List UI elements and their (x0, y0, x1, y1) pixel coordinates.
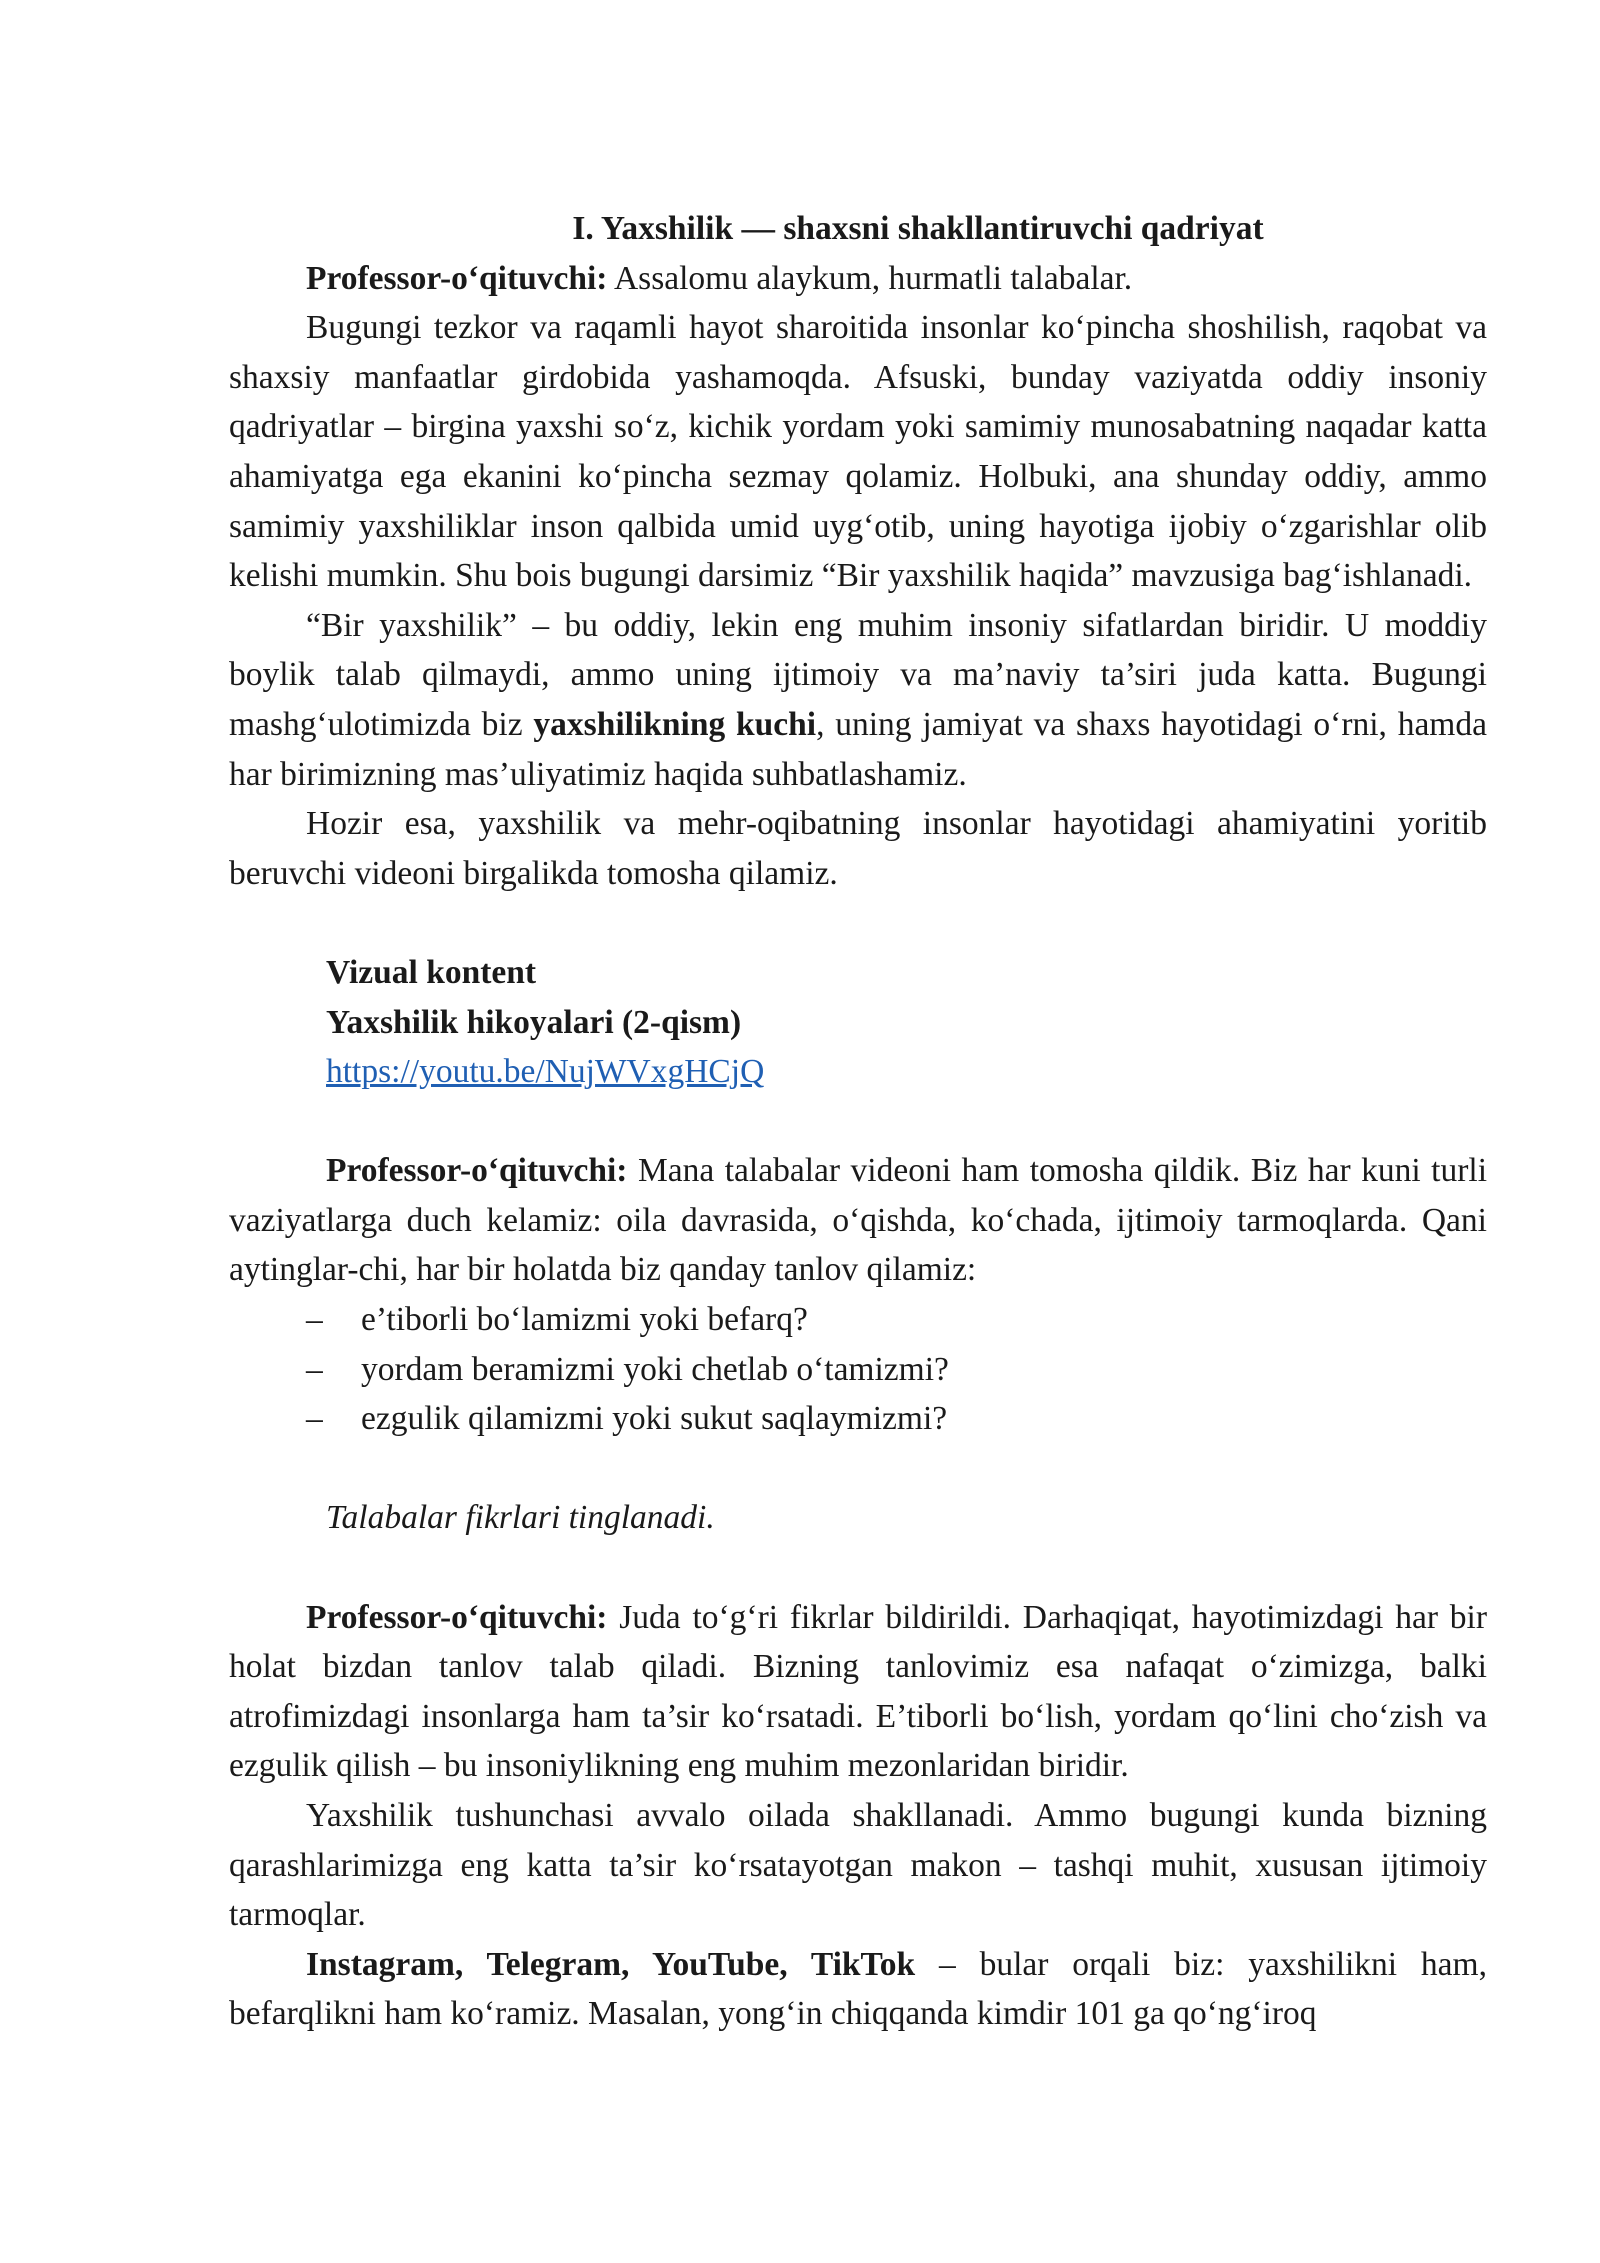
paragraph-one-kindness (229, 601, 1487, 799)
list-item (229, 1345, 1487, 1395)
video-title-text: Yaxshilik hikoyalari (2-qism) (326, 1003, 742, 1041)
paragraph-text: Mana talabalar videoni ham tomosha qildik. Biz har kuni turli vaziyatlarga duch kelamiz: oila davrasida, o‘qishda, ko‘chada, ijtimoiy tarmoqlarda. Qani aytinglar-chi, har bir holatda biz qanday tanlov qilamiz: (229, 1152, 1487, 1289)
video-link[interactable]: https://youtu.be/NujWVxgHCjQ (326, 1053, 765, 1091)
speaker-label: Professor-o‘qituvchi: (326, 1152, 628, 1190)
spacer (229, 1444, 1487, 1494)
spacer (229, 1543, 1487, 1593)
paragraph-platforms (229, 1940, 1487, 2039)
spacer (229, 898, 1487, 948)
visual-content-block (229, 948, 1487, 1097)
list-item (229, 1295, 1487, 1345)
paragraph-text: “Bir yaxshilik” – bu oddiy, lekin eng muhim insoniy sifatlardan biridir. U moddiy boylik talab qilmaydi, ammo uning ijtimoiy va ma’naviy ta’siri juda katta. Bugungi mashg‘ulotimizda biz (229, 606, 1487, 743)
spacer (229, 1097, 1487, 1147)
stage-note: Talabalar fikrlari tinglanadi. (326, 1499, 715, 1537)
list-item-text: ezgulik qilamizmi yoki sukut saqlaymizmi? (361, 1400, 948, 1438)
speaker-label: Professor-o‘qituvchi: (306, 259, 608, 297)
paragraph-social-media: Yaxshilik tushunchasi avvalo oilada shakllanadi. Ammo bugungi kunda bizning qarashlarimizga eng katta ta’sir ko‘rsatayotgan makon – tashqi muhit, xususan ijtimoiy tarmoqlar. (229, 1797, 1487, 1934)
visual-heading-text: Vizual kontent (326, 953, 537, 991)
paragraph-choices (229, 1593, 1487, 1791)
platform-names: Instagram, Telegram, YouTube, TikTok (306, 1945, 916, 1983)
dash-marker: – (306, 1301, 323, 1339)
speaker-label: Professor-o‘qituvchi: (306, 1598, 608, 1636)
list-item (229, 1394, 1487, 1444)
list-item-text: e’tiborli bo‘lamizmi yoki befarq? (361, 1301, 808, 1339)
visual-heading (326, 948, 1487, 998)
paragraph-intro: Bugungi tezkor va raqamli hayot sharoitida insonlar ko‘pincha shoshilish, raqobat va shaxsiy manfaatlar girdobida yashamoqda. Afsuski, bunday vaziyatda oddiy insoniy qadriyatlar – birgina yaxshi so‘z, kichik yordam yoki samimiy munosabatning naqadar katta ahamiyatga ega ekanini ko‘pincha sezmay qolamiz. Holbuki, ana shunday oddiy, ammo samimiy yaxshiliklar inson qalbida umid uyg‘otib, uning hayotiga ijobiy o‘zgarishlar olib kelishi mumkin. Shu bois bugungi darsimiz “Bir yaxshilik haqida” mavzusiga bag‘ishlanadi. (229, 309, 1487, 595)
dash-marker: – (306, 1400, 323, 1438)
dash-marker: – (306, 1350, 323, 1388)
document-page (229, 204, 1487, 2039)
list-item-text: yordam beramizmi yoki chetlab o‘tamizmi? (361, 1350, 949, 1388)
paragraph-video-intro: Hozir esa, yaxshilik va mehr-oqibatning insonlar hayotidagi ahamiyatini yoritib beruvchi videoni birgalikda tomosha qilamiz. (229, 805, 1487, 892)
video-link-line (326, 1047, 1487, 1097)
choice-list (229, 1295, 1487, 1444)
bold-phrase: yaxshilikning kuchi (533, 705, 817, 743)
greeting-paragraph (229, 254, 1487, 304)
paragraph-discussion (229, 1146, 1487, 1295)
paragraph-text: – bular orqali biz: yaxshilikni ham, befarqlikni ham ko‘ramiz. Masalan, yong‘in chiqqanda kimdir 101 ga qo‘ng‘iroq (229, 1945, 1487, 2033)
paragraph-text: , uning jamiyat va shaxs hayotidagi o‘rni, hamda har birimizning mas’uliyatimiz haqida suhbatlashamiz. (229, 705, 1487, 793)
section-title: I. Yaxshilik — shaxsni shakllantiruvchi qadriyat (572, 210, 1264, 247)
video-title (326, 998, 1487, 1048)
greeting-text: Assalomu alaykum, hurmatli talabalar. (613, 259, 1133, 297)
paragraph-text: Juda to‘g‘ri fikrlar bildirildi. Darhaqiqat, hayotimizdagi har bir holat bizdan tanlov talab qiladi. Bizning tanlovimiz esa nafaqat o‘zimizga, balki atrofimizdagi insonlarga ham ta’sir ko‘rsatadi. E’tiborli bo‘lish, yordam qo‘lini cho‘zish va ezgulik qilish – bu insoniylikning eng muhim mezonlaridan biridir. (229, 1598, 1488, 1785)
